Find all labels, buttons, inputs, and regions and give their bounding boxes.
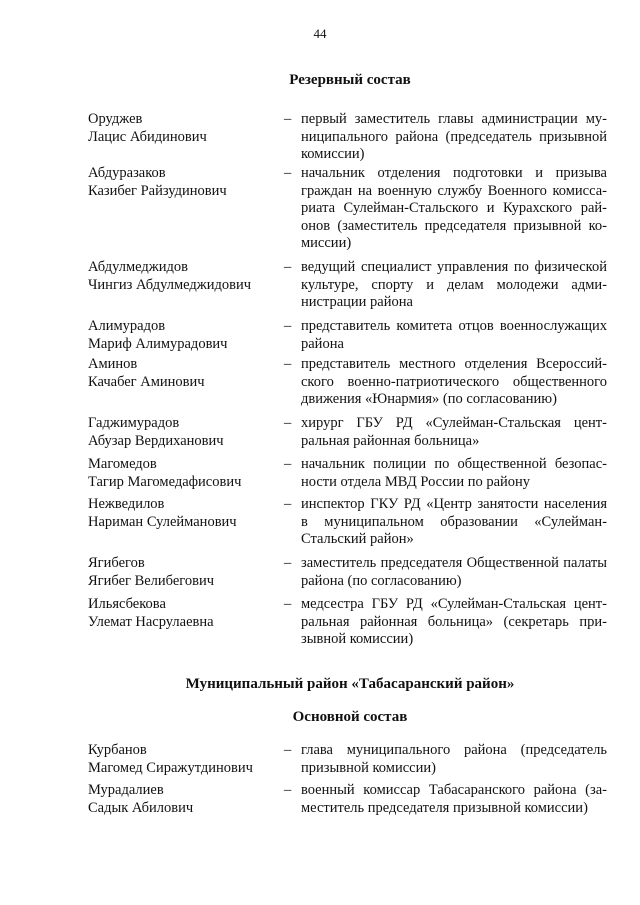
member-surname: Ильясбекова — [88, 596, 166, 612]
member-role: глава муниципального района (председатель призывной комиссии) — [301, 742, 607, 776]
dash: – — [284, 782, 292, 798]
member-role: представитель комитета отцов военнослужащих района — [301, 318, 607, 352]
member-given-name: Нариман Сулейманович — [88, 513, 237, 530]
district-heading: Муниципальный район «Табасаранский район» — [185, 676, 515, 692]
member-surname: Курбанов — [88, 742, 147, 758]
member-role: военный комиссар Табасаранского района (заместитель председателя призывной комиссии) — [301, 782, 607, 816]
member-role: хирург ГБУ РД «Сулейман-Стальская центральная районная больница» — [301, 415, 607, 449]
dash: – — [284, 356, 292, 372]
member-role: инспектор ГКУ РД «Центр занятости населения в муниципальном образовании «Сулейман-Стальский район» — [301, 496, 607, 547]
member-given-name: Мариф Алимурадович — [88, 335, 228, 352]
member-surname: Магомедов — [88, 456, 157, 472]
dash: – — [284, 165, 292, 181]
main-heading: Основной состав — [292, 709, 408, 725]
member-surname: Ягибегов — [88, 555, 145, 571]
member-given-name: Качабег Аминович — [88, 373, 205, 390]
page-number: 44 — [313, 26, 327, 41]
member-surname: Нежведилов — [88, 496, 165, 512]
member-surname: Оруджев — [88, 111, 143, 127]
dash: – — [284, 596, 292, 612]
member-given-name: Казибег Райзудинович — [88, 182, 227, 199]
member-surname: Абдуразаков — [88, 165, 166, 181]
member-role: начальник полиции по общественной безопасности отдела МВД России по району — [301, 456, 607, 490]
member-role: заместитель председателя Общественной палаты района (по согласованию) — [301, 555, 607, 589]
member-given-name: Магомед Сиражутдинович — [88, 759, 253, 776]
member-given-name: Тагир Магомедафисович — [88, 473, 242, 490]
member-surname: Абдулмеджидов — [88, 259, 189, 275]
member-surname: Алимурадов — [88, 318, 166, 334]
member-given-name: Лацис Абидинович — [88, 128, 207, 145]
dash: – — [284, 318, 292, 334]
member-surname: Мурадалиев — [88, 782, 164, 798]
dash: – — [284, 415, 292, 431]
member-given-name: Чингиз Абдулмеджидович — [88, 276, 252, 293]
member-role: ведущий специалист управления по физической культуре, спорту и делам молодежи администрации района — [301, 259, 607, 310]
member-surname: Гаджимурадов — [88, 415, 180, 431]
dash: – — [284, 496, 292, 512]
member-given-name: Садык Абилович — [88, 799, 194, 816]
dash: – — [284, 259, 292, 275]
member-given-name: Улемат Насрулаевна — [88, 613, 214, 630]
dash: – — [284, 456, 292, 472]
member-role: первый заместитель главы администрации муниципального района (председатель призывной комиссии) — [301, 111, 607, 162]
member-surname: Аминов — [88, 356, 138, 372]
dash: – — [284, 111, 292, 127]
dash: – — [284, 742, 292, 758]
member-role: начальник отделения подготовки и призыва граждан на военную службу Военного комиссариата Сулейман-Стальского и Курахского районов (заместитель председателя призывной комиссии) — [301, 165, 607, 251]
member-role: медсестра ГБУ РД «Сулейман-Стальская центральная районная больница» (секретарь призывной комиссии) — [301, 596, 607, 647]
member-role: представитель местного отделения Всероссийского военно-патриотического общественного движения «Юнармия» (по согласованию) — [301, 356, 607, 407]
reserve-heading: Резервный состав — [289, 72, 411, 88]
member-given-name: Абузар Вердиханович — [88, 432, 224, 449]
member-given-name: Ягибег Велибегович — [88, 572, 215, 589]
dash: – — [284, 555, 292, 571]
